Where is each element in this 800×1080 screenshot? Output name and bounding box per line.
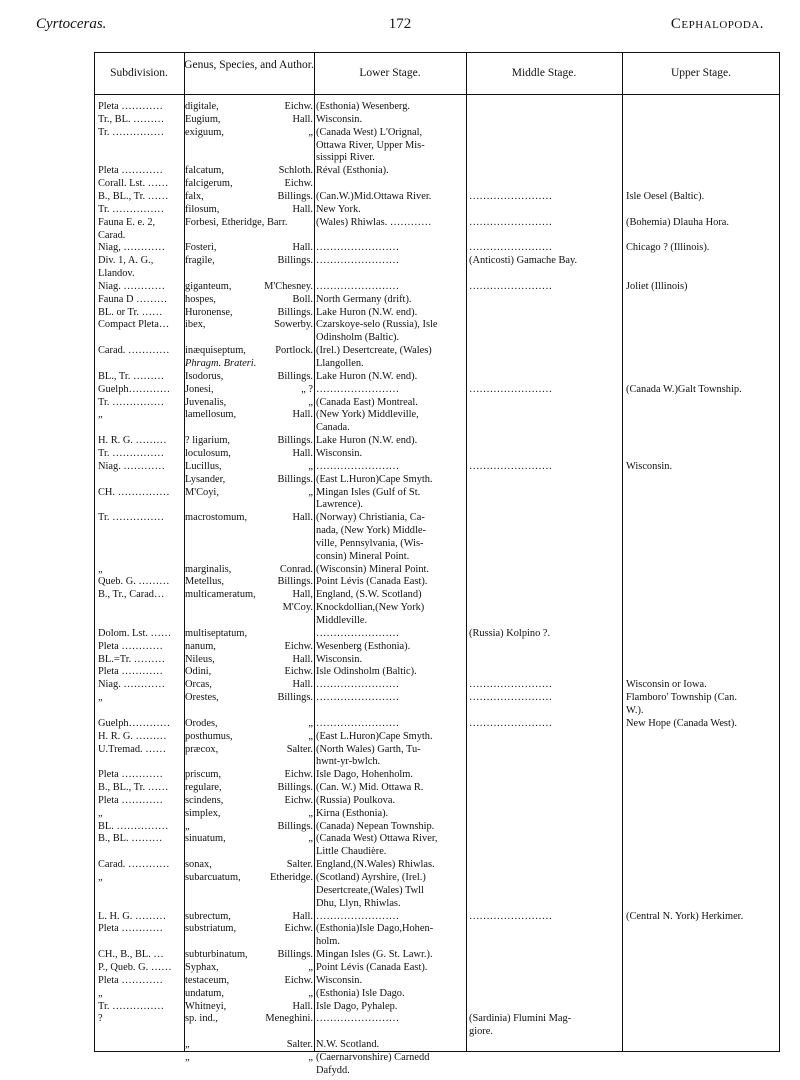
author-cell: „ bbox=[308, 126, 313, 138]
author-cell: Salter. bbox=[286, 1039, 313, 1051]
subdivision-cell: Guelph………… bbox=[98, 717, 171, 729]
middle-stage-cell: …………………… bbox=[469, 190, 553, 202]
subdivision-cell: Tr. …………… bbox=[98, 203, 165, 215]
middle-stage-cell: …………………… bbox=[469, 692, 553, 704]
species-cell: Nileus, bbox=[185, 653, 215, 665]
subdivision-cell: „ bbox=[98, 872, 103, 883]
lower-stage-cell: Point Lévis (Canada East). bbox=[316, 961, 428, 973]
lower-stage-cell: (Irel.) Desertcreate, (Wales) bbox=[316, 345, 432, 357]
subdivision-cell: Llandov. bbox=[98, 268, 135, 280]
lower-stage-cell: …………………… bbox=[316, 717, 400, 729]
subdivision-cell: Pleta ………… bbox=[98, 923, 163, 935]
lower-stage-cell: …………………… bbox=[316, 460, 400, 472]
lower-stage-cell: New York. bbox=[316, 203, 361, 215]
author-cell: „ bbox=[308, 486, 313, 498]
subdivision-cell: „ bbox=[98, 807, 103, 819]
lower-stage-cell: Middleville. bbox=[316, 615, 368, 626]
author-cell: Billings. bbox=[277, 473, 313, 485]
species-cell: digitale, bbox=[185, 101, 219, 112]
lower-stage-cell: England, (S.W. Scotland) bbox=[316, 589, 422, 601]
author-cell: „ bbox=[308, 1051, 313, 1063]
author-cell: „ bbox=[308, 730, 313, 742]
subdivision-cell: Tr., BL. ……… bbox=[98, 113, 165, 125]
author-cell: Eichw. bbox=[284, 923, 313, 935]
lower-stage-cell: England,(N.Wales) Rhiwlas. bbox=[316, 859, 435, 871]
lower-stage-cell: …………………… bbox=[316, 910, 400, 922]
lower-stage-cell: Wesenberg (Esthonia). bbox=[316, 640, 411, 652]
lower-stage-cell: (Wales) Rhiwlas. ………… bbox=[316, 216, 432, 228]
subdivision-cell: ? bbox=[98, 1013, 103, 1025]
middle-stage-cell: …………………… bbox=[469, 242, 553, 254]
upper-stage-cell: Flamboro' Township (Can. bbox=[626, 692, 737, 704]
middle-stage-cell: giore. bbox=[469, 1026, 493, 1038]
lower-stage-cell: Knockdollian,(New York) bbox=[316, 602, 425, 614]
upper-stage-cell: Isle Oesel (Baltic). bbox=[626, 190, 705, 202]
subdivision-cell: P., Queb. G. …… bbox=[98, 961, 172, 973]
column-header-genus: Genus, Species, and Author. bbox=[184, 59, 314, 71]
lower-stage-cell: …………………… bbox=[316, 383, 400, 395]
middle-stage-cell: …………………… bbox=[469, 460, 553, 472]
lower-stage-cell: Lake Huron (N.W. end). bbox=[316, 306, 418, 318]
lower-stage-cell: Desertcreate,(Wales) Twll bbox=[316, 884, 424, 896]
author-cell: M'Chesney. bbox=[264, 280, 313, 292]
lower-stage-cell: Point Lévis (Canada East). bbox=[316, 576, 428, 588]
column-divider bbox=[466, 52, 467, 1052]
column-divider bbox=[622, 52, 623, 1052]
subdivision-cell: Carad. bbox=[98, 229, 126, 241]
species-cell: Orcas, bbox=[185, 679, 212, 691]
species-cell: Fosteri, bbox=[185, 242, 217, 254]
species-cell: Odini, bbox=[185, 666, 212, 678]
lower-stage-cell: (Canada West) Ottawa River, bbox=[316, 833, 438, 845]
lower-stage-cell: (East L.Huron)Cape Smyth. bbox=[316, 473, 433, 485]
lower-stage-cell: …………………… bbox=[316, 679, 400, 691]
species-cell: falcigerum, bbox=[185, 178, 233, 190]
author-cell: Billings. bbox=[277, 576, 313, 588]
subdivision-cell: Fauna E. e. 2, bbox=[98, 216, 156, 228]
lower-stage-cell: Dhu, Llyn, Rhiwlas. bbox=[316, 897, 401, 909]
species-cell: lamellosum, bbox=[185, 409, 237, 421]
author-cell: Hall, bbox=[292, 589, 313, 601]
subdivision-cell: Pleta ………… bbox=[98, 640, 163, 652]
subdivision-cell: Dolom. Lst. …… bbox=[98, 627, 172, 639]
species-cell: posthumus, bbox=[185, 730, 233, 742]
lower-stage-cell: …………………… bbox=[316, 280, 400, 292]
lower-stage-cell: (North Wales) Garth, Tu- bbox=[316, 743, 421, 755]
species-cell: scindens, bbox=[185, 794, 224, 806]
lower-stage-cell: (Canada East) Montreal. bbox=[316, 396, 418, 408]
author-cell: Billings. bbox=[277, 435, 313, 447]
subdivision-cell: B., BL. ……… bbox=[98, 833, 163, 845]
author-cell: Schloth. bbox=[278, 165, 313, 177]
species-cell: simplex, bbox=[185, 807, 221, 819]
lower-stage-cell: Odinsholm (Baltic). bbox=[316, 332, 400, 344]
subdivision-cell: U.Tremad. …… bbox=[98, 743, 167, 755]
subdivision-cell: B., BL., Tr. …… bbox=[98, 190, 169, 202]
page-number: 172 bbox=[388, 16, 412, 32]
subdivision-cell: Corall. Lst. …… bbox=[98, 178, 169, 190]
upper-stage-cell: (Bohemia) Dlauha Hora. bbox=[626, 216, 730, 228]
column-header-upper: Upper Stage. bbox=[670, 67, 732, 79]
subdivision-cell: Niag. ………… bbox=[98, 679, 165, 691]
author-cell: Billings. bbox=[277, 782, 313, 794]
middle-stage-cell: (Anticosti) Gamache Bay. bbox=[469, 255, 578, 267]
author-cell: Eichw. bbox=[284, 640, 313, 652]
subdivision-cell: H. R. G. ……… bbox=[98, 730, 167, 742]
author-cell: Hall. bbox=[292, 409, 313, 421]
upper-stage-cell: Chicago ? (Illinois). bbox=[626, 242, 710, 254]
lower-stage-cell: (Esthonia)Isle Dago,Hohen- bbox=[316, 923, 434, 935]
lower-stage-cell: (Can. W.) Mid. Ottawa R. bbox=[316, 782, 424, 794]
author-cell: Hall. bbox=[292, 242, 313, 254]
subdivision-cell: Pleta ………… bbox=[98, 974, 163, 986]
author-cell: Meneghini. bbox=[265, 1013, 313, 1025]
header-divider bbox=[94, 94, 780, 95]
species-cell: falx, bbox=[185, 190, 204, 202]
author-cell: „ bbox=[308, 961, 313, 973]
author-cell: Billings. bbox=[277, 306, 313, 318]
species-cell: substriatum, bbox=[185, 923, 237, 935]
lower-stage-cell: (Caernarvonshire) Carnedd bbox=[316, 1051, 430, 1063]
column-divider bbox=[314, 52, 315, 1052]
author-cell: Billings. bbox=[277, 692, 313, 704]
author-cell: Hall. bbox=[292, 203, 313, 215]
species-cell: sp. ind., bbox=[185, 1013, 218, 1025]
subdivision-cell: „ bbox=[98, 563, 103, 575]
lower-stage-cell: Wisconsin. bbox=[316, 113, 363, 125]
species-cell: Metellus, bbox=[185, 576, 224, 588]
subdivision-cell: Carad. ………… bbox=[98, 859, 170, 871]
running-header-right: Cephalopoda. bbox=[670, 16, 764, 32]
lower-stage-cell: (Wisconsin) Mineral Point. bbox=[316, 563, 429, 575]
subdivision-cell: Tr. …………… bbox=[98, 396, 165, 408]
author-cell: Eichw. bbox=[284, 666, 313, 678]
lower-stage-cell: Canada. bbox=[316, 422, 350, 434]
lower-stage-cell: Lake Huron (N.W. end). bbox=[316, 435, 418, 447]
author-cell: „ bbox=[308, 717, 313, 729]
author-cell: Hall. bbox=[292, 113, 313, 125]
species-cell: Lysander, bbox=[185, 473, 226, 485]
author-cell: Eichw. bbox=[284, 794, 313, 806]
species-cell: giganteum, bbox=[185, 280, 232, 292]
species-cell: Juvenalis, bbox=[185, 396, 227, 408]
subdivision-cell: Niag. ………… bbox=[98, 460, 165, 472]
author-cell: Billings. bbox=[277, 949, 313, 961]
species-cell: multicameratum, bbox=[185, 589, 256, 601]
subdivision-cell: „ bbox=[98, 409, 103, 421]
lower-stage-cell: …………………… bbox=[316, 1013, 400, 1025]
upper-stage-cell: Wisconsin. bbox=[626, 460, 673, 472]
author-cell: Billings. bbox=[277, 370, 313, 382]
subdivision-cell: Tr. …………… bbox=[98, 512, 165, 524]
author-cell: Eichw. bbox=[284, 101, 313, 112]
subdivision-cell: Guelph………… bbox=[98, 383, 171, 395]
author-cell: Boll. bbox=[292, 293, 313, 305]
species-cell: sonax, bbox=[185, 859, 212, 871]
lower-stage-cell: …………………… bbox=[316, 242, 400, 254]
subdivision-cell: Fauna D ……… bbox=[98, 293, 168, 305]
subdivision-cell: Tr. …………… bbox=[98, 126, 165, 138]
upper-stage-cell: (Canada W.)Galt Township. bbox=[626, 383, 742, 395]
species-cell: nanum, bbox=[185, 640, 216, 652]
lower-stage-cell: Réval (Esthonia). bbox=[316, 165, 389, 177]
lower-stage-cell: (Esthonia) Wesenberg. bbox=[316, 101, 411, 112]
lower-stage-cell: Wisconsin. bbox=[316, 653, 363, 665]
subdivision-cell: CH., B., BL. … bbox=[98, 949, 164, 961]
lower-stage-cell: (New York) Middleville, bbox=[316, 409, 419, 421]
subdivision-cell: Niag, ………… bbox=[98, 242, 165, 254]
author-cell: „ ? bbox=[301, 383, 313, 395]
subdivision-cell: Pleta ………… bbox=[98, 666, 163, 678]
species-cell: Orestes, bbox=[185, 692, 219, 704]
lower-stage-cell: holm. bbox=[316, 936, 340, 948]
species-cell: regulare, bbox=[185, 782, 222, 794]
lower-stage-cell: (Esthonia) Isle Dago. bbox=[316, 987, 405, 999]
author-cell: Eichw. bbox=[284, 769, 313, 781]
lower-stage-cell: Isle Odinsholm (Baltic). bbox=[316, 666, 417, 678]
subdivision-cell: Pleta ………… bbox=[98, 165, 163, 177]
author-cell: Billings. bbox=[277, 190, 313, 202]
upper-stage-cell: Joliet (Illinois) bbox=[626, 280, 688, 292]
author-cell: Portlock. bbox=[275, 345, 313, 357]
species-cell: priscum, bbox=[185, 769, 222, 781]
subdivision-cell: BL.=Tr. ……… bbox=[98, 653, 165, 665]
middle-stage-cell: …………………… bbox=[469, 280, 553, 292]
author-cell: M'Coy. bbox=[282, 602, 313, 614]
middle-stage-cell: (Russia) Kolpino ?. bbox=[469, 627, 551, 639]
author-cell: Hall. bbox=[292, 512, 313, 524]
lower-stage-cell: North Germany (drift). bbox=[316, 293, 412, 305]
author-cell: Salter. bbox=[286, 743, 313, 755]
species-cell: „ bbox=[185, 820, 190, 832]
lower-stage-cell: …………………… bbox=[316, 255, 400, 267]
subdivision-cell: Pleta ………… bbox=[98, 101, 163, 112]
author-cell: Hall. bbox=[292, 1000, 313, 1012]
subdivision-cell: B., BL., Tr. …… bbox=[98, 782, 169, 794]
author-cell: Etheridge. bbox=[270, 872, 313, 883]
lower-stage-cell: Ottawa River, Upper Mis- bbox=[316, 139, 425, 151]
lower-stage-cell: Dafydd. bbox=[316, 1064, 350, 1076]
author-cell: Hall. bbox=[292, 910, 313, 922]
species-cell: Whitneyi, bbox=[185, 1000, 227, 1012]
subdivision-cell: Carad. ………… bbox=[98, 345, 170, 357]
subdivision-cell: „ bbox=[98, 692, 103, 704]
lower-stage-cell: hwnt-yr-bwlch. bbox=[316, 756, 381, 768]
species-cell: subturbinatum, bbox=[185, 949, 248, 961]
lower-stage-cell: consin) Mineral Point. bbox=[316, 550, 410, 562]
middle-stage-cell: (Sardinia) Flumini Mag- bbox=[469, 1013, 572, 1025]
species-cell: Syphax, bbox=[185, 961, 219, 973]
species-cell: Phragm. Brateri. bbox=[185, 358, 257, 369]
lower-stage-cell: nada, (New York) Middle- bbox=[316, 525, 426, 537]
subdivision-cell: BL. or Tr. …… bbox=[98, 306, 163, 318]
species-cell: Jonesi, bbox=[185, 383, 214, 395]
subdivision-cell: Pleta ………… bbox=[98, 794, 163, 806]
lower-stage-cell: sissippi River. bbox=[316, 152, 375, 164]
species-cell: exiguum, bbox=[185, 126, 224, 138]
species-cell: testaceum, bbox=[185, 974, 230, 986]
species-cell: falcatum, bbox=[185, 165, 224, 177]
upper-stage-cell: Wisconsin or Iowa. bbox=[626, 679, 707, 691]
lower-stage-cell: N.W. Scotland. bbox=[316, 1039, 380, 1051]
species-cell: filosum, bbox=[185, 203, 220, 215]
upper-stage-cell: W.). bbox=[626, 704, 644, 716]
subdivision-cell: CH. …………… bbox=[98, 486, 170, 498]
subdivision-cell: Tr. …………… bbox=[98, 1000, 165, 1012]
lower-stage-cell: Kirna (Esthonia). bbox=[316, 807, 389, 819]
lower-stage-cell: Czarskoye-selo (Russia), Isle bbox=[316, 319, 438, 331]
author-cell: Billings. bbox=[277, 255, 313, 267]
author-cell: „ bbox=[308, 460, 313, 472]
subdivision-cell: Queb. G. ……… bbox=[98, 576, 170, 588]
lower-stage-cell: Lawrence). bbox=[316, 499, 364, 511]
lower-stage-cell: (Canada) Nepean Township. bbox=[316, 820, 435, 832]
species-cell: Huronense, bbox=[185, 306, 233, 318]
author-cell: „ bbox=[308, 396, 313, 408]
species-cell: Lucillus, bbox=[185, 460, 222, 472]
subdivision-cell: BL. …………… bbox=[98, 820, 169, 832]
species-cell: ibex, bbox=[185, 319, 206, 331]
lower-stage-cell: Mingan Isles (G. St. Lawr.). bbox=[316, 949, 433, 961]
lower-stage-cell: (Russia) Poulkova. bbox=[316, 794, 396, 806]
author-cell: Conrad. bbox=[279, 563, 313, 575]
lower-stage-cell: Little Chaudière. bbox=[316, 846, 387, 858]
subdivision-cell: H. R. G. ……… bbox=[98, 435, 167, 447]
species-cell: marginalis, bbox=[185, 563, 232, 575]
author-cell: Eichw. bbox=[284, 974, 313, 986]
species-cell: M'Coyi, bbox=[185, 486, 219, 498]
subdivision-cell: BL., Tr. ……… bbox=[98, 370, 165, 382]
middle-stage-cell: …………………… bbox=[469, 383, 553, 395]
subdivision-cell: Pleta ………… bbox=[98, 769, 163, 781]
lower-stage-cell: Llangollen. bbox=[316, 358, 364, 369]
lower-stage-cell: ville, Pennsylvania, (Wis- bbox=[316, 537, 424, 549]
author-cell: Hall. bbox=[292, 447, 313, 459]
species-cell: undatum, bbox=[185, 987, 224, 999]
species-cell: Orodes, bbox=[185, 717, 218, 729]
upper-stage-cell: (Central N. York) Herkimer. bbox=[626, 910, 744, 922]
lower-stage-cell: (Can.W.)Mid.Ottawa River. bbox=[316, 190, 432, 202]
lower-stage-cell: Isle Dago, Pyhalep. bbox=[316, 1000, 398, 1012]
author-cell: „ bbox=[308, 833, 313, 845]
species-cell: fragile, bbox=[185, 255, 215, 267]
middle-stage-cell: …………………… bbox=[469, 216, 553, 228]
running-header-left: Cyrtoceras. bbox=[36, 16, 107, 32]
lower-stage-cell: Mingan Isles (Gulf of St. bbox=[316, 486, 421, 498]
lower-stage-cell: (Canada West) L'Orignal, bbox=[316, 126, 423, 138]
species-cell: subrectum, bbox=[185, 910, 231, 922]
lower-stage-cell: Isle Dago, Hohenholm. bbox=[316, 769, 413, 781]
column-header-middle: Middle Stage. bbox=[511, 67, 577, 79]
subdivision-cell: B., Tr., Carad… bbox=[98, 589, 165, 601]
species-cell: loculosum, bbox=[185, 447, 231, 459]
species-cell: præcox, bbox=[185, 743, 219, 755]
species-cell: multiseptatum, bbox=[185, 627, 248, 639]
subdivision-cell: Tr. …………… bbox=[98, 447, 165, 459]
author-cell: Billings. bbox=[277, 820, 313, 832]
species-cell: Eugium, bbox=[185, 113, 221, 125]
upper-stage-cell: New Hope (Canada West). bbox=[626, 717, 737, 729]
lower-stage-cell: Lake Huron (N.W. end). bbox=[316, 370, 418, 382]
middle-stage-cell: …………………… bbox=[469, 679, 553, 691]
lower-stage-cell: (Norway) Christiania, Ca- bbox=[316, 512, 425, 524]
author-cell: Sowerby. bbox=[274, 319, 313, 331]
lower-stage-cell: …………………… bbox=[316, 692, 400, 704]
lower-stage-cell: (East L.Huron)Cape Smyth. bbox=[316, 730, 433, 742]
column-header-subdivision: Subdivision. bbox=[110, 67, 168, 79]
lower-stage-cell: (Scotland) Ayrshire, (Irel.) bbox=[316, 872, 426, 883]
lower-stage-cell: …………………… bbox=[316, 627, 400, 639]
species-cell: „ bbox=[185, 1051, 190, 1063]
species-cell: ? ligarium, bbox=[185, 435, 231, 447]
author-cell: „ bbox=[308, 987, 313, 999]
author-cell: Salter. bbox=[286, 859, 313, 871]
species-cell: macrostomum, bbox=[185, 512, 248, 524]
subdivision-cell: „ bbox=[98, 987, 103, 999]
subdivision-cell: L. H. G. ……… bbox=[98, 910, 167, 922]
species-cell: subarcuatum, bbox=[185, 872, 241, 883]
species-cell: inæquiseptum, bbox=[185, 345, 246, 357]
species-cell: Isodorus, bbox=[185, 370, 224, 382]
species-cell: „ bbox=[185, 1039, 190, 1051]
lower-stage-cell: Wisconsin. bbox=[316, 974, 363, 986]
middle-stage-cell: …………………… bbox=[469, 910, 553, 922]
subdivision-cell: Compact Pleta… bbox=[98, 319, 170, 331]
column-header-lower: Lower Stage. bbox=[359, 67, 421, 79]
species-cell: hospes, bbox=[185, 293, 216, 305]
species-cell: Forbesi, Etheridge, Barr. bbox=[185, 216, 288, 228]
middle-stage-cell: …………………… bbox=[469, 717, 553, 729]
species-cell: sinuatum, bbox=[185, 833, 226, 845]
author-cell: „ bbox=[308, 807, 313, 819]
subdivision-cell: Niag. ………… bbox=[98, 280, 165, 292]
author-cell: Hall. bbox=[292, 653, 313, 665]
author-cell: Eichw. bbox=[284, 178, 313, 190]
lower-stage-cell: Wisconsin. bbox=[316, 447, 363, 459]
author-cell: Hall. bbox=[292, 679, 313, 691]
subdivision-cell: Div. 1, A. G., bbox=[98, 255, 154, 267]
